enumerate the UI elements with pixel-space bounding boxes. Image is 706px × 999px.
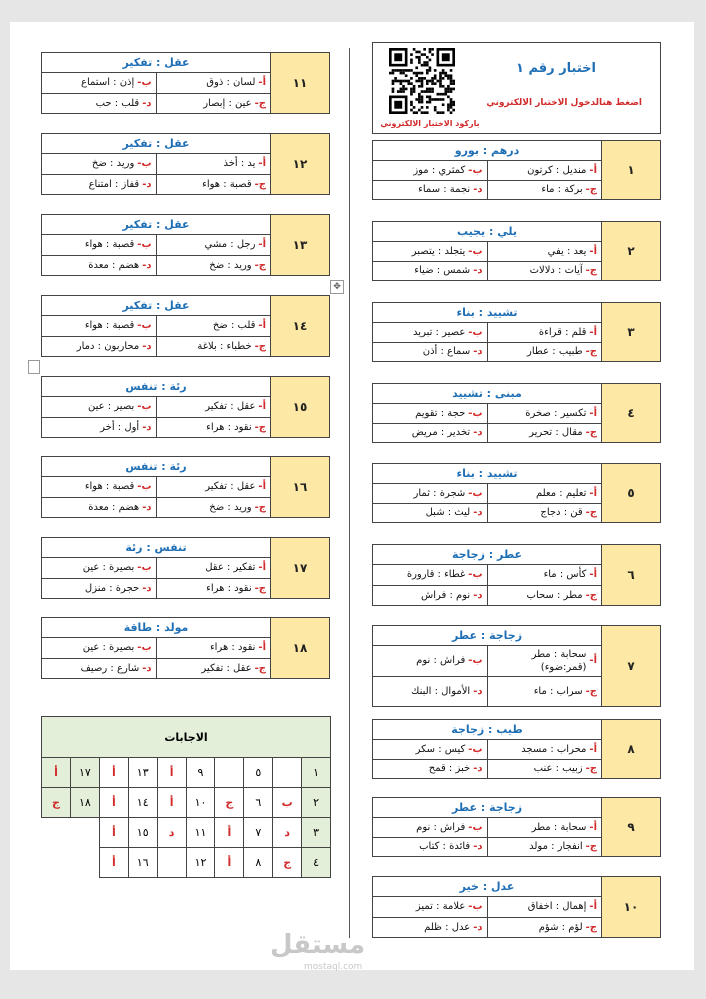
question-body xyxy=(373,798,601,856)
answer-number-cell: ٣ xyxy=(302,818,331,848)
option-b[interactable]: ب- كيس : سكر xyxy=(373,740,488,759)
question-stem: مبنى : تشييد xyxy=(373,384,601,404)
question-box xyxy=(372,719,661,779)
question-number: ٧ xyxy=(601,626,660,706)
option-b[interactable]: ب- إذن : استماع xyxy=(42,73,157,93)
answers-row xyxy=(42,758,331,788)
options-row xyxy=(373,342,601,362)
question-stem: تشييد : بناء xyxy=(373,303,601,323)
question-stem: مولد : طاقة xyxy=(42,618,270,638)
option-a[interactable]: أ- لسان : ذوق xyxy=(206,77,266,89)
options-row xyxy=(373,261,601,281)
option-c[interactable]: ج- عقل : تفكير xyxy=(201,662,266,674)
answer-number-cell: ١٧ xyxy=(70,758,99,788)
quiz-link[interactable]: اضغط هنالدخول الاختبار الالكتروني xyxy=(486,98,642,108)
question-stem: درهم : بورو xyxy=(373,141,601,161)
answer-number-cell: ٩ xyxy=(186,758,215,788)
option-d[interactable]: د- ليث : شبل xyxy=(373,504,488,523)
option-a[interactable]: أ- قلب : ضخ xyxy=(212,320,266,332)
option-c[interactable]: ج- بركة : ماء xyxy=(541,184,597,196)
question-body xyxy=(42,538,270,598)
option-d[interactable]: د- هضم : معدة xyxy=(42,256,157,276)
options-row xyxy=(42,235,270,255)
question-stem: رئة : تنفس xyxy=(42,457,270,477)
answer-letter-cell: أ xyxy=(157,788,186,818)
option-d[interactable]: د- فائدة : كتاب xyxy=(373,838,488,857)
question-stem: تشييد : بناء xyxy=(373,464,601,484)
options-row xyxy=(42,73,270,93)
question-number: ٤ xyxy=(601,384,660,442)
answer-number-cell: ١٤ xyxy=(128,788,157,818)
option-c[interactable]: ج- خطباء : بلاغة xyxy=(197,340,266,352)
options-row xyxy=(373,585,601,606)
watermark-url: mostaql.com xyxy=(304,962,363,972)
qr-code-icon[interactable] xyxy=(389,48,455,114)
option-b[interactable]: ب- فراش : نوم xyxy=(373,818,488,837)
options-row xyxy=(373,423,601,443)
answer-number-cell: ٦ xyxy=(244,788,273,818)
watermark-brand: مستقل xyxy=(270,930,366,960)
question-box xyxy=(41,295,330,357)
question-number: ١٨ xyxy=(270,618,329,678)
question-number: ٩ xyxy=(601,798,660,856)
option-c[interactable]: ج- وريد : ضخ xyxy=(209,259,266,271)
question-number: ١٦ xyxy=(270,457,329,517)
answers-row xyxy=(42,818,331,848)
question-stem: طيب : زجاجة xyxy=(373,720,601,740)
question-box xyxy=(372,221,661,281)
answer-letter-cell: ب xyxy=(273,788,302,818)
question-box xyxy=(372,797,661,857)
question-number: ٥ xyxy=(601,464,660,522)
answer-letter-cell: أ xyxy=(215,848,244,878)
option-a[interactable]: أ- تفكير : عقل xyxy=(205,562,266,574)
options-row xyxy=(42,658,270,679)
question-stem: عقل : تفكير xyxy=(42,134,270,154)
option-c[interactable]: ج- نقود : هراء xyxy=(206,582,266,594)
option-d[interactable]: د- قفاز : امتناع xyxy=(42,175,157,195)
question-body xyxy=(42,215,270,275)
quiz-title: اختبار رقم ١ xyxy=(516,61,596,76)
options-row xyxy=(373,740,601,759)
options-row xyxy=(42,316,270,336)
option-a[interactable]: أ- منديل : كرتون xyxy=(527,164,597,176)
question-box xyxy=(372,140,661,200)
option-c[interactable]: ج- عين : إبصار xyxy=(203,97,266,109)
option-a[interactable]: أ- كأس : ماء xyxy=(543,569,597,581)
options-row xyxy=(42,174,270,195)
option-a[interactable]: أ- رجل : مشي xyxy=(204,239,266,251)
answers-table xyxy=(41,716,331,878)
option-b[interactable]: ب- قصبة : هواء xyxy=(42,316,157,336)
option-c[interactable]: ج- انفجار : مولد xyxy=(529,841,597,853)
option-a[interactable]: أ- سحابة : مطر xyxy=(531,821,597,833)
answer-number-cell: ٨ xyxy=(244,848,273,878)
question-number: ٦ xyxy=(601,545,660,605)
option-b[interactable]: ب- كمثري : موز xyxy=(373,161,488,180)
question-box xyxy=(372,302,661,362)
option-b[interactable]: ب- غطاء : قارورة xyxy=(373,565,488,585)
option-a[interactable]: أ- عقل : تفكير xyxy=(205,481,266,493)
options-row xyxy=(42,558,270,578)
options-row xyxy=(42,417,270,438)
answer-letter-cell xyxy=(273,758,302,788)
options-row xyxy=(373,759,601,779)
options-row xyxy=(42,578,270,599)
option-b[interactable]: ب- حجة : تقويم xyxy=(373,404,488,423)
option-d[interactable]: د- عدل : ظلم xyxy=(373,918,488,938)
option-c[interactable]: ج- آيات : دلالات xyxy=(529,265,597,277)
question-number: ١٥ xyxy=(270,377,329,437)
question-stem: زجاجة : عطر xyxy=(373,626,601,646)
options-row xyxy=(373,917,601,938)
options-row xyxy=(373,404,601,423)
options-row xyxy=(42,93,270,114)
answer-number-cell: ١ xyxy=(302,758,331,788)
option-b[interactable]: ب- وريد : ضخ xyxy=(42,154,157,174)
option-b[interactable]: ب- عصير : تبريد xyxy=(373,323,488,342)
option-a[interactable]: أ- تعليم : معلم xyxy=(535,487,597,499)
option-d[interactable]: د- محاربون : دمار xyxy=(42,337,157,357)
question-box xyxy=(372,463,661,523)
option-a[interactable]: أ- يد : أخذ xyxy=(223,158,266,170)
answer-number-cell: ٢ xyxy=(302,788,331,818)
table-resize-handle[interactable] xyxy=(28,360,40,374)
answer-letter-cell: أ xyxy=(215,818,244,848)
options-row xyxy=(42,336,270,357)
option-b[interactable]: ب- قصبة : هواء xyxy=(42,235,157,255)
options-row xyxy=(373,897,601,917)
question-box xyxy=(41,537,330,599)
option-a[interactable]: أ- قلم : قراءة xyxy=(538,326,597,338)
question-number: ٢ xyxy=(601,222,660,280)
option-c[interactable]: ج- وريد : ضخ xyxy=(209,501,266,513)
option-c[interactable]: ج- طبيب : عطار xyxy=(527,346,597,358)
question-box xyxy=(372,383,661,443)
question-number: ١٢ xyxy=(270,134,329,194)
option-d[interactable]: د- تخدير : مريض xyxy=(373,424,488,443)
question-stem: عطر : زجاجة xyxy=(373,545,601,565)
option-c[interactable]: ج- نقود : هراء xyxy=(206,421,266,433)
question-stem: عقل : تفكير xyxy=(42,53,270,73)
question-body xyxy=(373,545,601,605)
option-c[interactable]: ج- زبيب : عنب xyxy=(533,763,597,775)
options-row xyxy=(42,638,270,658)
question-number: ١٣ xyxy=(270,215,329,275)
answers-empty-space xyxy=(42,818,100,848)
question-box xyxy=(41,456,330,518)
option-d[interactable]: د- قلب : حب xyxy=(42,94,157,114)
question-box xyxy=(372,625,661,707)
option-b[interactable]: ب- بصيرة : عين xyxy=(42,558,157,578)
option-d[interactable]: د- حجرة : منزل xyxy=(42,579,157,599)
options-row xyxy=(42,497,270,518)
answer-letter-cell: أ xyxy=(99,818,128,848)
option-b[interactable]: ب- قصبة : هواء xyxy=(42,477,157,497)
option-d[interactable]: د- نوم : فراش xyxy=(373,586,488,606)
question-body xyxy=(42,53,270,113)
qr-caption: باركود الاختبار الالكتروني xyxy=(380,119,480,128)
question-body xyxy=(373,720,601,778)
options-row xyxy=(42,255,270,276)
option-b[interactable]: ب- شجرة : ثمار xyxy=(373,484,488,503)
option-a[interactable]: أ- إهمال : اخفاق xyxy=(527,901,597,913)
answers-title: الاجابات xyxy=(42,717,331,758)
question-box xyxy=(372,544,661,606)
question-box xyxy=(41,214,330,276)
option-d[interactable]: د- شمس : ضياء xyxy=(373,262,488,281)
answer-letter-cell: أ xyxy=(99,848,128,878)
question-body xyxy=(373,222,601,280)
option-d[interactable]: د- نجمة : سماء xyxy=(373,181,488,200)
options-row xyxy=(373,646,601,676)
option-b[interactable]: ب- علامة : تميز xyxy=(373,897,488,917)
question-body xyxy=(42,377,270,437)
question-box xyxy=(41,617,330,679)
options-row xyxy=(373,837,601,857)
question-stem: عقل : تفكير xyxy=(42,296,270,316)
options-row xyxy=(373,503,601,523)
answer-number-cell: ٧ xyxy=(244,818,273,848)
option-d[interactable]: د- الأموال : البنك xyxy=(373,677,488,707)
option-a[interactable]: أ- يعد : يفي xyxy=(547,245,597,257)
question-stem: يلي : يجيب xyxy=(373,222,601,242)
question-number: ٨ xyxy=(601,720,660,778)
options-row xyxy=(373,323,601,342)
option-d[interactable]: د- هضم : معدة xyxy=(42,498,157,518)
question-number: ٣ xyxy=(601,303,660,361)
question-body xyxy=(373,877,601,937)
question-stem: زجاجة : عطر xyxy=(373,798,601,818)
options-row xyxy=(373,484,601,503)
question-body xyxy=(373,626,601,706)
option-a[interactable]: أ- عقل : تفكير xyxy=(205,401,266,413)
options-row xyxy=(373,676,601,707)
column-divider xyxy=(349,48,350,938)
answer-letter-cell xyxy=(157,848,186,878)
question-number: ١٠ xyxy=(601,877,660,937)
answer-number-cell: ١٣ xyxy=(128,758,157,788)
answer-letter-cell: أ xyxy=(157,758,186,788)
qr-panel xyxy=(372,42,661,134)
answer-letter-cell: ج xyxy=(42,788,71,818)
answer-number-cell: ١٢ xyxy=(186,848,215,878)
option-b[interactable]: ب- يتجلد : يتصبر xyxy=(373,242,488,261)
question-box xyxy=(41,376,330,438)
question-box xyxy=(41,52,330,114)
option-d[interactable]: د- أول : أخر xyxy=(42,418,157,438)
option-b[interactable]: ب- بصيرة : عين xyxy=(42,638,157,658)
question-stem: عقل : تفكير xyxy=(42,215,270,235)
options-row xyxy=(373,565,601,585)
question-number: ١٧ xyxy=(270,538,329,598)
question-stem: تنفس : رئة xyxy=(42,538,270,558)
options-row xyxy=(373,180,601,200)
option-a[interactable]: أ- نقود : هراء xyxy=(209,642,266,654)
question-number: ١ xyxy=(601,141,660,199)
answer-letter-cell: د xyxy=(273,818,302,848)
question-body xyxy=(42,618,270,678)
question-body xyxy=(373,464,601,522)
option-c[interactable]: ج- مقال : تحرير xyxy=(529,427,597,439)
answers-row xyxy=(42,788,331,818)
question-body xyxy=(42,457,270,517)
options-row xyxy=(42,154,270,174)
option-c[interactable]: ج- قصبة : هواء xyxy=(202,178,266,190)
answer-number-cell: ١٦ xyxy=(128,848,157,878)
move-handle-icon[interactable]: ✥ xyxy=(330,280,344,294)
question-box xyxy=(41,133,330,195)
answer-letter-cell: أ xyxy=(99,758,128,788)
question-body xyxy=(373,303,601,361)
options-row xyxy=(42,477,270,497)
option-a[interactable]: أ- سحابة : مطر (قمر:ضوء) xyxy=(531,648,597,673)
option-c[interactable]: ج- سراب : ماء xyxy=(533,685,597,697)
option-b[interactable]: ب- بصير : عين xyxy=(42,397,157,417)
options-row xyxy=(373,161,601,180)
option-b[interactable]: ب- فراش : نوم xyxy=(373,646,488,676)
question-stem: عدل : خير xyxy=(373,877,601,897)
option-c[interactable]: ج- قن : دجاج xyxy=(540,507,597,519)
options-row xyxy=(42,397,270,417)
question-box xyxy=(372,876,661,938)
answer-number-cell: ٥ xyxy=(244,758,273,788)
question-body xyxy=(373,384,601,442)
answer-number-cell: ٤ xyxy=(302,848,331,878)
option-a[interactable]: أ- تكسير : صخرة xyxy=(525,407,597,419)
answer-letter-cell: ج xyxy=(273,848,302,878)
question-body xyxy=(42,134,270,194)
answer-letter-cell xyxy=(215,758,244,788)
options-row xyxy=(373,242,601,261)
options-row xyxy=(373,818,601,837)
option-c[interactable]: ج- لؤم : شؤم xyxy=(538,921,597,933)
question-stem: رئة : تنفس xyxy=(42,377,270,397)
option-d[interactable]: د- خبز : قمح xyxy=(373,760,488,779)
option-d[interactable]: د- سماع : أذن xyxy=(373,343,488,362)
answer-number-cell: ١٥ xyxy=(128,818,157,848)
answer-letter-cell: أ xyxy=(99,788,128,818)
question-body xyxy=(42,296,270,356)
option-a[interactable]: أ- محراب : مسجد xyxy=(521,743,597,755)
option-c[interactable]: ج- مطر : سحاب xyxy=(526,589,597,601)
question-number: ١٤ xyxy=(270,296,329,356)
answer-letter-cell: د xyxy=(157,818,186,848)
answer-letter-cell: ج xyxy=(215,788,244,818)
option-d[interactable]: د- شارع : رصيف xyxy=(42,659,157,679)
answer-number-cell: ١٨ xyxy=(70,788,99,818)
answer-number-cell: ١١ xyxy=(186,818,215,848)
question-number: ١١ xyxy=(270,53,329,113)
answers-row xyxy=(42,848,331,878)
answer-letter-cell: أ xyxy=(42,758,71,788)
answer-number-cell: ١٠ xyxy=(186,788,215,818)
answers-empty-space xyxy=(42,848,100,878)
question-body xyxy=(373,141,601,199)
